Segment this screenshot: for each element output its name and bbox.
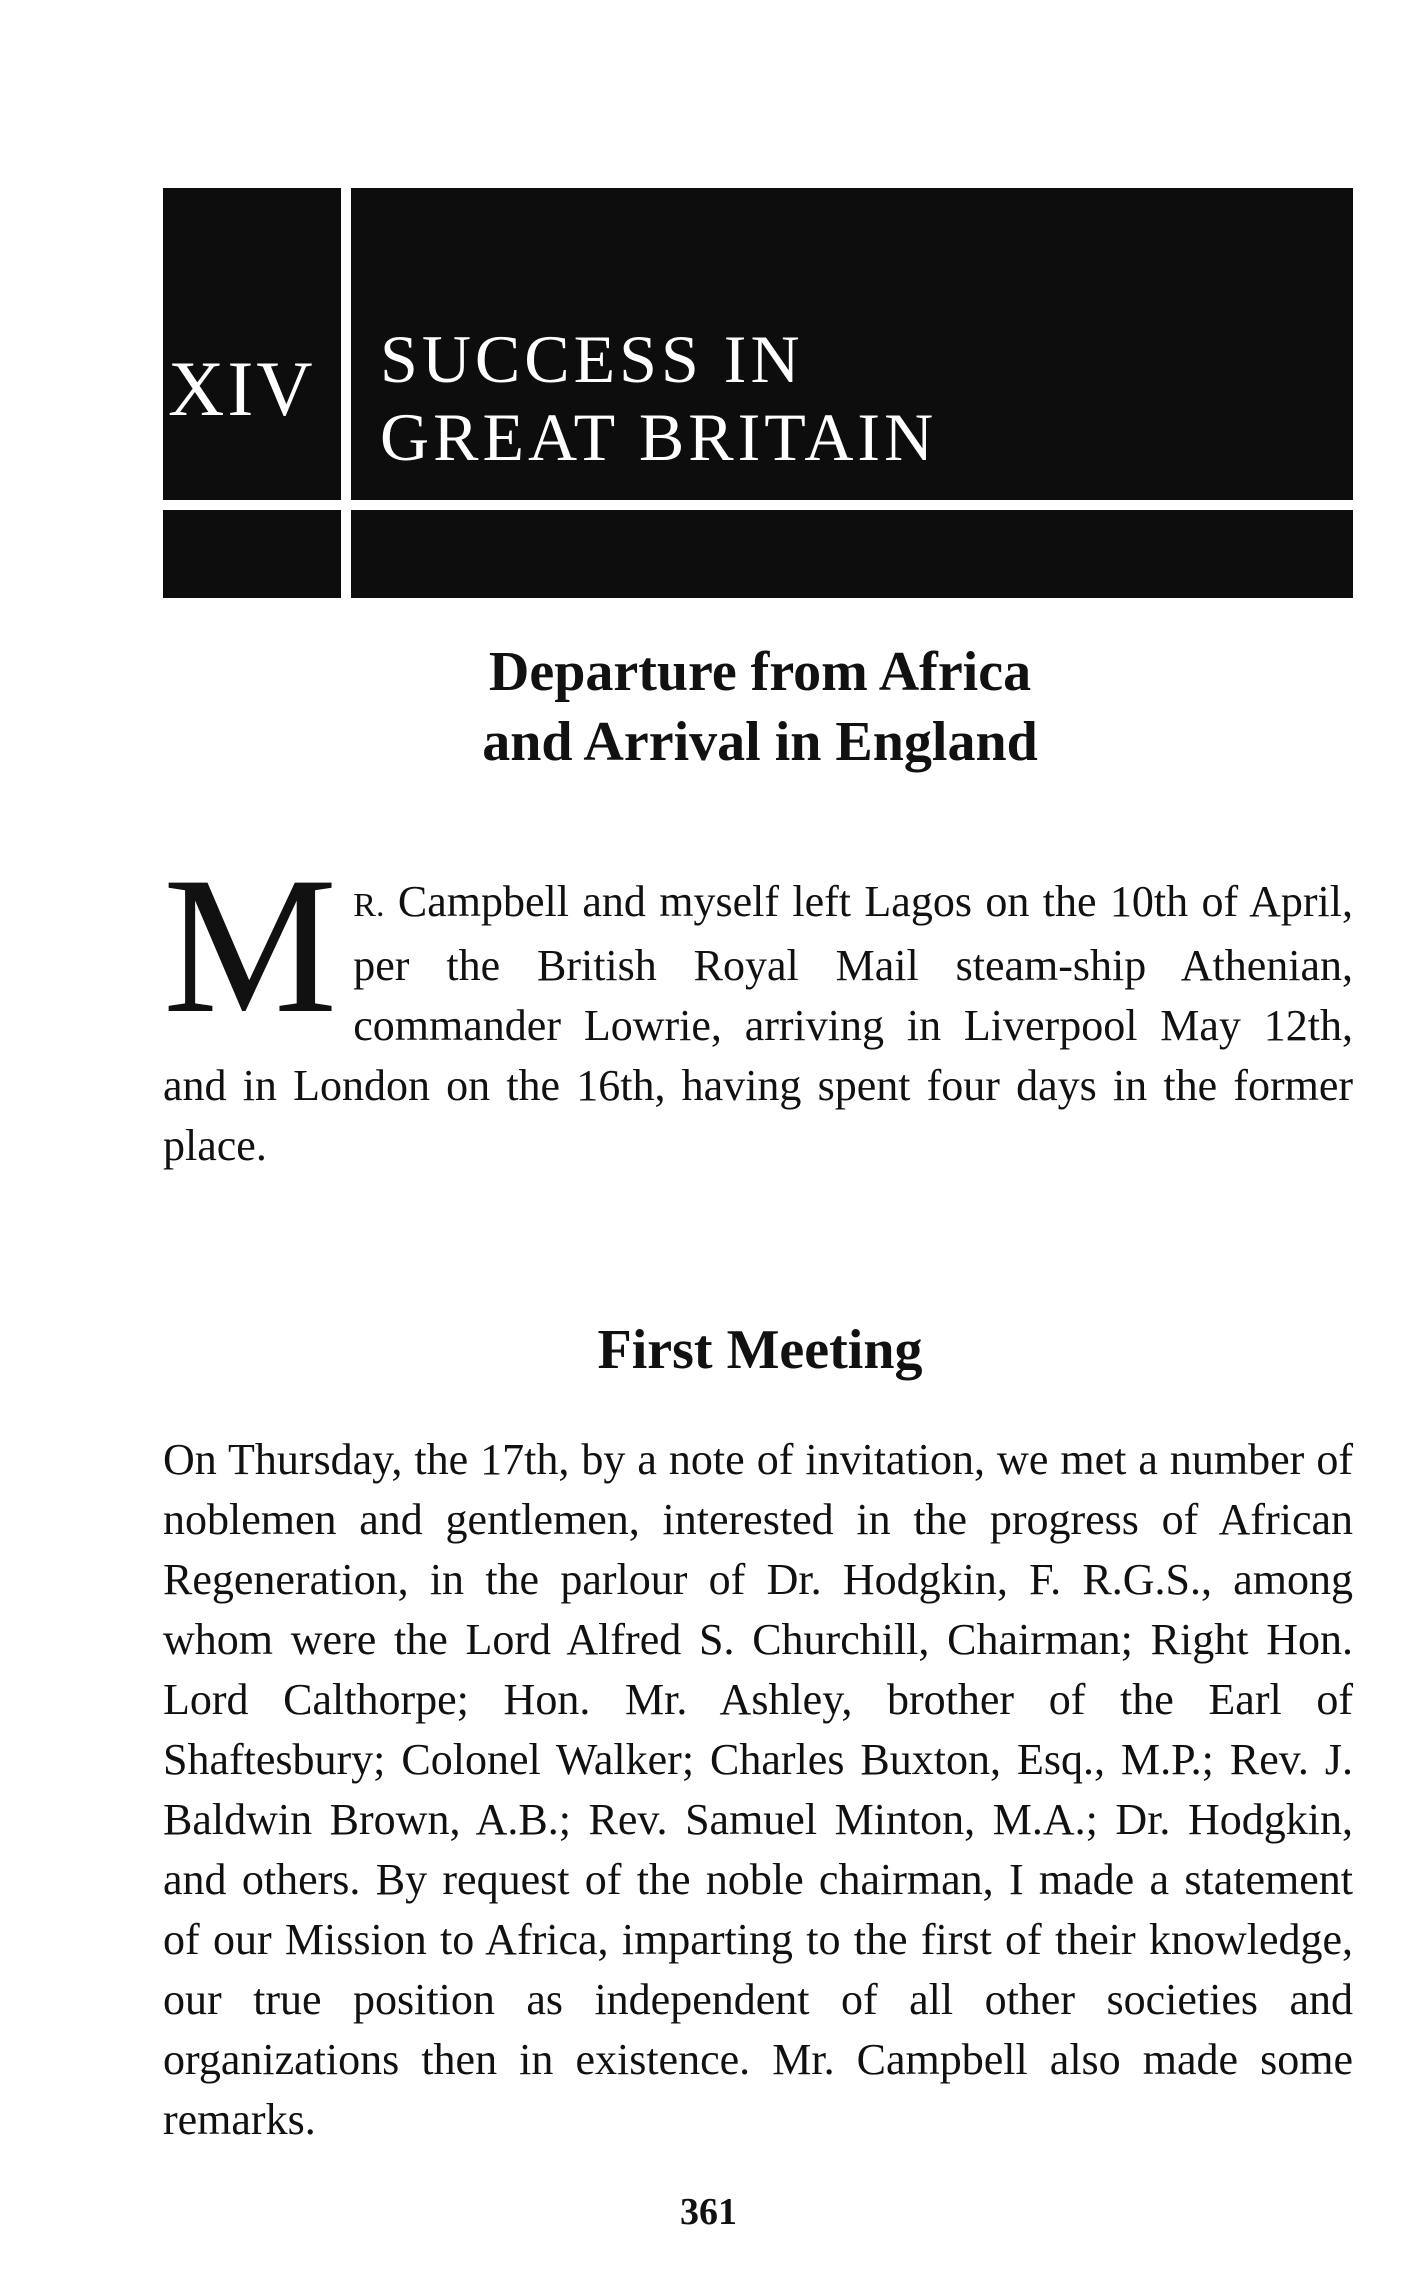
banner-divider-horizontal	[163, 500, 1353, 510]
chapter-title	[380, 320, 937, 476]
section-heading-departure-line1: Departure from Africa	[488, 641, 1032, 703]
section-heading-first-meeting: First Meeting	[597, 1319, 923, 1381]
page-number: 361	[680, 2191, 737, 2233]
chapter-number: XIV	[168, 345, 316, 432]
chapter-banner	[163, 188, 1353, 598]
paragraph-first-meeting: On Thursday, the 17th, by a note of invitation, we met a number of noblemen and gentlemen, interested in the progress of African Regeneration, in the parlour of Dr. Hodgkin, F. R.G.S., among whom were the Lord Alfred S. Churchill, Chairman; Right Hon. Lord Calthorpe; Hon. Mr. Ashley, brother of the Earl of Shaftesbury; Colonel Walker; Charles Buxton, Esq., M.P.; Rev. J. Baldwin Brown, A.B.; Rev. Samuel Minton, M.A.; Dr. Hodgkin, and others. By request of the noble chairman, I made a statement of our Mission to Africa, imparting to the first of their knowledge, our true position as independent of all other societies and organizations then in existence. Mr. Campbell also made some remarks.	[163, 1435, 1353, 2144]
section-heading-departure-line2: and Arrival in England	[482, 711, 1038, 773]
paragraph-departure-text: Campbell and myself left Lagos on the 10th of April, per the British Royal Mail steam-ship Athenian, commander Lowrie, arriving in Liverpool May 12th, and in London on the 16th, having spent four days in the former place.	[163, 877, 1353, 1170]
drop-cap: M	[163, 837, 338, 1054]
paragraph-departure	[163, 837, 1353, 1176]
section-heading-departure	[400, 637, 1120, 777]
banner-divider-vertical	[341, 188, 351, 598]
lead-small-caps: R.	[353, 887, 385, 924]
chapter-title-line1: SUCCESS IN	[380, 321, 804, 397]
chapter-title-line2: GREAT BRITAIN	[380, 399, 938, 475]
